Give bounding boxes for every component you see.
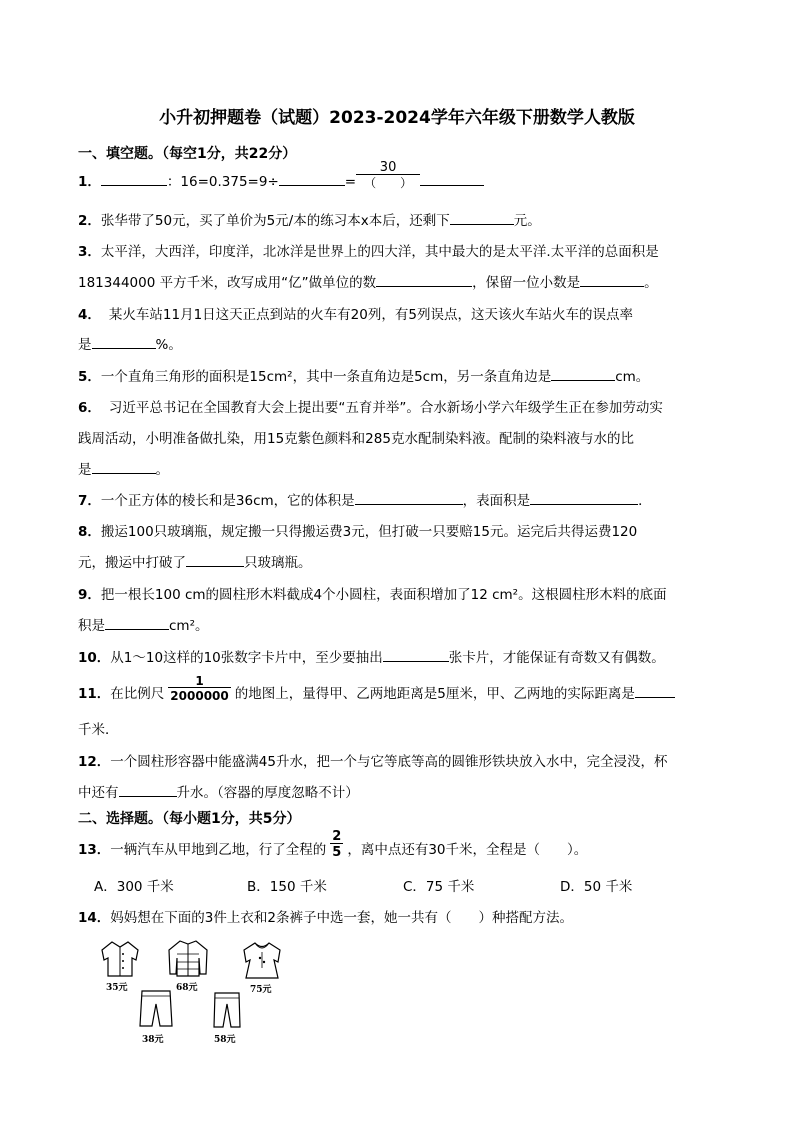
question-9: 9．把一根长100 cm的圆柱形木料截成4个小圆柱，表面积增加了12 cm²。这根圆柱形木料的底面 [78, 587, 667, 603]
price-label: 75元 [250, 985, 272, 995]
question-2: 2．张华带了50元，买了单价为5元/本的练习本x本后，还剩下 元。 [78, 213, 541, 229]
question-3: 3．太平洋，大西洋，印度洋，北冰洋是世界上的四大洋，其中最大的是太平洋.太平洋的总面积是 [78, 244, 659, 260]
question-1: 1． ：16=0.375=9÷ = $\frac{30}{( )}$ [78, 170, 484, 190]
question-4: 4． 某火车站11月1日这天正点到站的火车有20列，有5列误点，这天该火车站火车的误点率 [78, 307, 633, 323]
scale-fraction: $\frac{1}{2000000}$ [170, 673, 229, 703]
question-4-line2: 是 %。 [78, 337, 182, 353]
question-8: 8．搬运100只玻璃瓶，规定搬一只得搬运费3元，但打破一只要赔15元。运完后共得运费120 [78, 524, 638, 540]
question-11: 11．在比例尺 $\frac{1}{2000000}$ 的地图上，量得甲、乙两地距离是5厘米，甲、乙两地的实际距离是 [78, 682, 675, 702]
option-a[interactable]: A．300 千米 [94, 879, 174, 895]
price-label: 68元 [176, 983, 198, 993]
answer-blank[interactable] [450, 212, 514, 225]
answer-blank[interactable] [551, 368, 615, 381]
question-3-line2: 181344000 平方千米，改写成用“亿”做单位的数 ，保留一位小数是 。 [78, 275, 658, 291]
question-6: 6． 习近平总书记在全国教育大会上提出要“五育并举”。合水新场小学六年级学生正在参加劳动实 [78, 400, 663, 416]
pants-picture-2 [208, 990, 246, 1044]
pants-picture-1 [136, 988, 176, 1044]
answer-blank[interactable] [119, 784, 177, 797]
price-label: 58元 [214, 1035, 236, 1045]
section-1-heading: 一、填空题。（每空1分，共22分） [78, 146, 297, 162]
coat-picture-1 [98, 938, 142, 993]
puffer-jacket-icon [164, 938, 212, 978]
answer-blank[interactable] [101, 173, 167, 186]
question-13: 13．一辆汽车从甲地到乙地，行了全程的 $\frac{2}{5}$ ，离中点还有30千米，全程是（ ）。 [78, 828, 588, 860]
question-11-line2: 千米． [78, 722, 119, 738]
question-12-line2: 中还有 升水。（容器的厚度忽略不计） [78, 785, 359, 801]
coat-picture-3 [238, 938, 286, 995]
answer-blank[interactable] [383, 649, 449, 662]
answer-blank[interactable] [530, 492, 638, 505]
answer-blank[interactable] [186, 554, 244, 567]
answer-blank[interactable] [376, 274, 472, 287]
section-2-heading: 二、选择题。（每小题1分，共5分） [78, 811, 301, 827]
question-6-line2: 践周活动，小明准备做扎染，用15克紫色颜料和285克水配制染料液。配制的染料液与水的比 [78, 431, 634, 447]
option-c[interactable]: C．75 千米 [403, 879, 475, 895]
answer-blank[interactable] [92, 336, 156, 349]
answer-blank[interactable] [580, 274, 644, 287]
answer-blank[interactable] [420, 173, 484, 186]
answer-blank[interactable] [92, 461, 156, 474]
question-12: 12．一个圆柱形容器中能盛满45升水，把一个与它等底等高的圆锥形铁块放入水中，完全浸没，杯 [78, 754, 668, 770]
option-d[interactable]: D．50 千米 [560, 879, 633, 895]
price-label: 38元 [142, 1035, 164, 1045]
fraction: $\frac{2}{5}$ [332, 828, 342, 860]
answer-blank[interactable] [105, 617, 169, 630]
pants-icon [136, 988, 176, 1030]
question-14: 14．妈妈想在下面的3件上衣和2条裤子中选一套，她一共有（ ）种搭配方法。 [78, 910, 573, 926]
fraction: $\frac{30}{( )}$ [356, 161, 420, 189]
answer-blank[interactable] [279, 173, 345, 186]
question-5: 5．一个直角三角形的面积是15cm²，其中一条直角边是5cm，另一条直角边是 cm。 [78, 369, 650, 385]
jacket-icon [98, 938, 142, 978]
page-title: 小升初押题卷（试题）2023-2024学年六年级下册数学人教版 [159, 108, 635, 128]
question-10: 10．从1～10这样的10张数字卡片中，至少要抽出 张卡片，才能保证有奇数又有偶数。 [78, 650, 665, 666]
question-8-line2: 元，搬运中打破了 只玻璃瓶。 [78, 555, 312, 571]
question-9-line2: 积是 cm²。 [78, 618, 209, 634]
answer-blank[interactable] [355, 492, 463, 505]
question-6-line3: 是 。 [78, 462, 169, 478]
option-b[interactable]: B．150 千米 [247, 879, 327, 895]
dress-coat-icon [238, 938, 286, 980]
answer-blank[interactable] [635, 685, 675, 698]
coat-picture-2 [164, 938, 212, 993]
price-label: 35元 [106, 983, 128, 993]
question-7: 7．一个正方体的棱长和是36cm，它的体积是 ，表面积是 ． [78, 493, 652, 509]
trousers-icon [208, 990, 246, 1030]
